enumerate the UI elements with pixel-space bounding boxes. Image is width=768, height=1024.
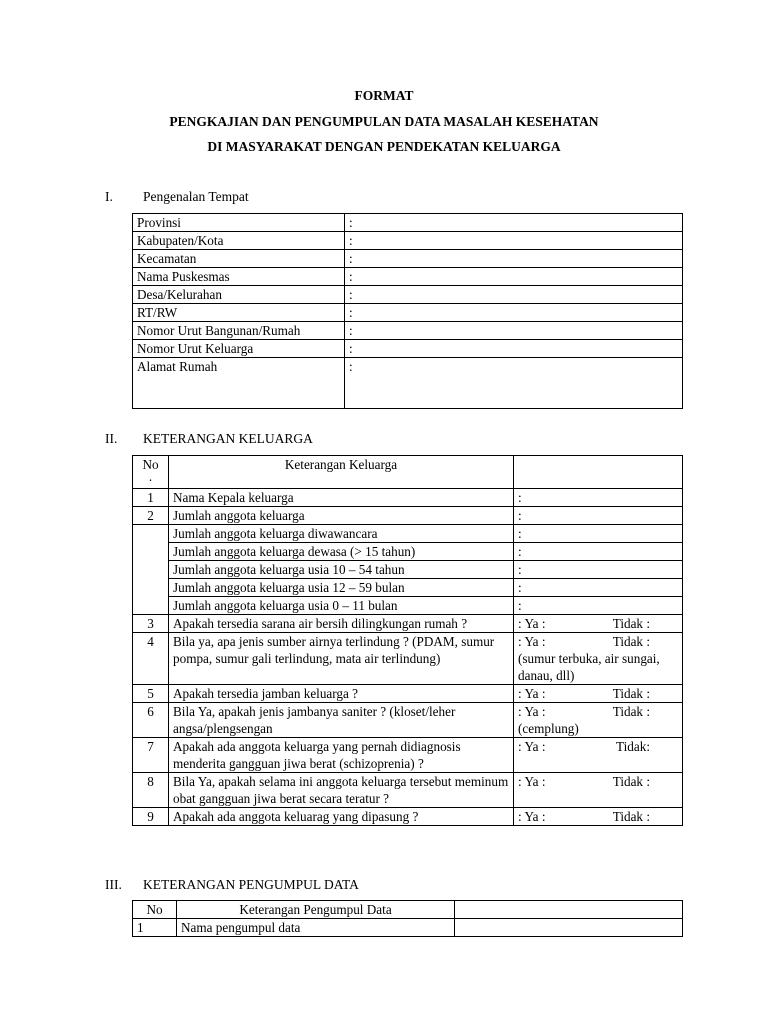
row-no: 1	[133, 489, 169, 507]
place-value[interactable]: :	[345, 358, 683, 409]
column-header-value	[514, 456, 683, 489]
section-1-title: Pengenalan Tempat	[143, 189, 249, 204]
row-desc: Jumlah anggota keluarga	[169, 507, 514, 525]
row-answer[interactable]	[514, 615, 683, 633]
table-row	[133, 561, 683, 579]
table-row	[133, 633, 683, 685]
answer-yes[interactable]: : Ya :	[518, 686, 546, 701]
place-value[interactable]: :	[345, 268, 683, 286]
row-desc: Jumlah anggota keluarga dewasa (> 15 tahun)	[169, 543, 514, 561]
row-no: 5	[133, 685, 169, 703]
table-row	[133, 773, 683, 808]
row-value[interactable]: :	[514, 543, 683, 561]
row-no	[133, 597, 169, 615]
section-2-number: II.	[105, 431, 118, 446]
row-no: 3	[133, 615, 169, 633]
table-row	[133, 250, 683, 268]
row-value[interactable]	[455, 919, 683, 937]
row-desc: Apakah tersedia jamban keluarga ?	[169, 685, 514, 703]
place-label: Nomor Urut Keluarga	[133, 340, 345, 358]
row-no: 1	[133, 919, 177, 937]
table-row	[133, 322, 683, 340]
row-answer[interactable]	[514, 738, 683, 773]
row-no: 8	[133, 773, 169, 808]
table-row	[133, 579, 683, 597]
place-label: Desa/Kelurahan	[133, 286, 345, 304]
row-value[interactable]: :	[514, 561, 683, 579]
row-value[interactable]: :	[514, 579, 683, 597]
place-value[interactable]: :	[345, 286, 683, 304]
row-desc: Bila Ya, apakah selama ini anggota keluarga tersebut meminum obat gangguan jiwa berat secara teratur ?	[169, 773, 514, 808]
place-value[interactable]: :	[345, 214, 683, 232]
place-label: Kecamatan	[133, 250, 345, 268]
place-label: Nama Puskesmas	[133, 268, 345, 286]
table-row	[133, 358, 683, 409]
header-no-dot: .	[148, 469, 153, 484]
section-3-title: KETERANGAN PENGUMPUL DATA	[143, 877, 359, 892]
answer-no[interactable]: Tidak :	[612, 634, 650, 649]
answer-no[interactable]: Tidak :	[612, 616, 650, 631]
row-desc: Nama Kepala keluarga	[169, 489, 514, 507]
doc-subtitle-1: PENGKAJIAN DAN PENGUMPULAN DATA MASALAH KESEHATAN	[169, 114, 599, 129]
row-value[interactable]: :	[514, 507, 683, 525]
row-value[interactable]: :	[514, 525, 683, 543]
section-3-number: III.	[105, 877, 122, 892]
place-value[interactable]: :	[345, 322, 683, 340]
place-label: Alamat Rumah	[133, 358, 345, 409]
table-row	[133, 214, 683, 232]
answer-yes[interactable]: : Ya :	[518, 809, 546, 824]
column-header-no	[133, 456, 169, 489]
place-label: Kabupaten/Kota	[133, 232, 345, 250]
place-label: Provinsi	[133, 214, 345, 232]
table-row	[133, 525, 683, 543]
column-header-desc: Keterangan Pengumpul Data	[177, 901, 455, 919]
answer-yes[interactable]: : Ya :	[518, 616, 546, 631]
table-row	[133, 919, 683, 937]
row-desc: Jumlah anggota keluarga diwawancara	[169, 525, 514, 543]
column-header-desc: Keterangan Keluarga	[169, 456, 514, 489]
row-no: 6	[133, 703, 169, 738]
section-1-number: I.	[105, 189, 113, 204]
table-row	[133, 615, 683, 633]
answer-note: (sumur terbuka, air sungai, danau, dll)	[518, 651, 660, 683]
row-desc: Bila Ya, apakah jenis jambanya saniter ? (kloset/leher angsa/plengsengan	[169, 703, 514, 738]
answer-yes[interactable]: : Ya :	[518, 634, 546, 649]
answer-no[interactable]: Tidak :	[612, 704, 650, 719]
answer-yes[interactable]: : Ya :	[518, 739, 546, 754]
table-row	[133, 489, 683, 507]
answer-no[interactable]: Tidak :	[612, 686, 650, 701]
row-no: 9	[133, 808, 169, 826]
doc-title: FORMAT	[354, 88, 414, 103]
answer-no[interactable]: Tidak :	[612, 809, 650, 824]
table-row	[133, 286, 683, 304]
row-no: 4	[133, 633, 169, 685]
doc-subtitle-2: DI MASYARAKAT DENGAN PENDEKATAN KELUARGA	[207, 139, 561, 154]
place-label: Nomor Urut Bangunan/Rumah	[133, 322, 345, 340]
row-desc: Nama pengumpul data	[177, 919, 455, 937]
table-row	[133, 304, 683, 322]
answer-yes[interactable]: : Ya :	[518, 704, 546, 719]
row-no: 7	[133, 738, 169, 773]
row-answer[interactable]	[514, 808, 683, 826]
row-answer[interactable]	[514, 773, 683, 808]
place-value[interactable]: :	[345, 250, 683, 268]
table-row	[133, 507, 683, 525]
row-no	[133, 525, 169, 543]
row-desc: Jumlah anggota keluarga usia 12 – 59 bulan	[169, 579, 514, 597]
row-desc: Bila ya, apa jenis sumber airnya terlindung ? (PDAM, sumur pompa, sumur gali terlindung, mata air terlindung)	[169, 633, 514, 685]
table-row	[133, 685, 683, 703]
table-row	[133, 738, 683, 773]
row-desc: Jumlah anggota keluarga usia 10 – 54 tahun	[169, 561, 514, 579]
section-2-title: KETERANGAN KELUARGA	[143, 431, 313, 446]
answer-yes[interactable]: : Ya :	[518, 774, 546, 789]
table-row	[133, 268, 683, 286]
answer-no[interactable]: Tidak:	[616, 739, 650, 754]
place-value[interactable]: :	[345, 232, 683, 250]
header-no-text: No	[142, 457, 159, 472]
table-row	[133, 703, 683, 738]
answer-note: (cemplung)	[518, 721, 579, 736]
row-desc: Jumlah anggota keluarga usia 0 – 11 bulan	[169, 597, 514, 615]
row-desc: Apakah ada anggota keluarag yang dipasung ?	[169, 808, 514, 826]
row-answer[interactable]	[514, 633, 683, 685]
table-row	[133, 808, 683, 826]
column-header-no: No	[133, 901, 177, 919]
row-answer[interactable]	[514, 703, 683, 738]
column-header-value	[455, 901, 683, 919]
place-table	[132, 213, 683, 409]
row-value[interactable]: :	[514, 489, 683, 507]
row-no	[133, 579, 169, 597]
collector-table	[132, 900, 683, 937]
place-label: RT/RW	[133, 304, 345, 322]
table-row	[133, 340, 683, 358]
row-desc: Apakah tersedia sarana air bersih dilingkungan rumah ?	[169, 615, 514, 633]
row-no: 2	[133, 507, 169, 525]
table-header-row	[133, 901, 683, 919]
table-row	[133, 543, 683, 561]
row-value[interactable]: :	[514, 597, 683, 615]
row-no	[133, 543, 169, 561]
table-row	[133, 597, 683, 615]
table-header-row	[133, 456, 683, 489]
row-no	[133, 561, 169, 579]
row-desc: Apakah ada anggota keluarga yang pernah didiagnosis menderita gangguan jiwa berat (schizoprenia) ?	[169, 738, 514, 773]
answer-no[interactable]: Tidak :	[612, 774, 650, 789]
row-answer[interactable]	[514, 685, 683, 703]
place-value[interactable]: :	[345, 304, 683, 322]
family-table	[132, 455, 683, 826]
place-value[interactable]: :	[345, 340, 683, 358]
table-row	[133, 232, 683, 250]
